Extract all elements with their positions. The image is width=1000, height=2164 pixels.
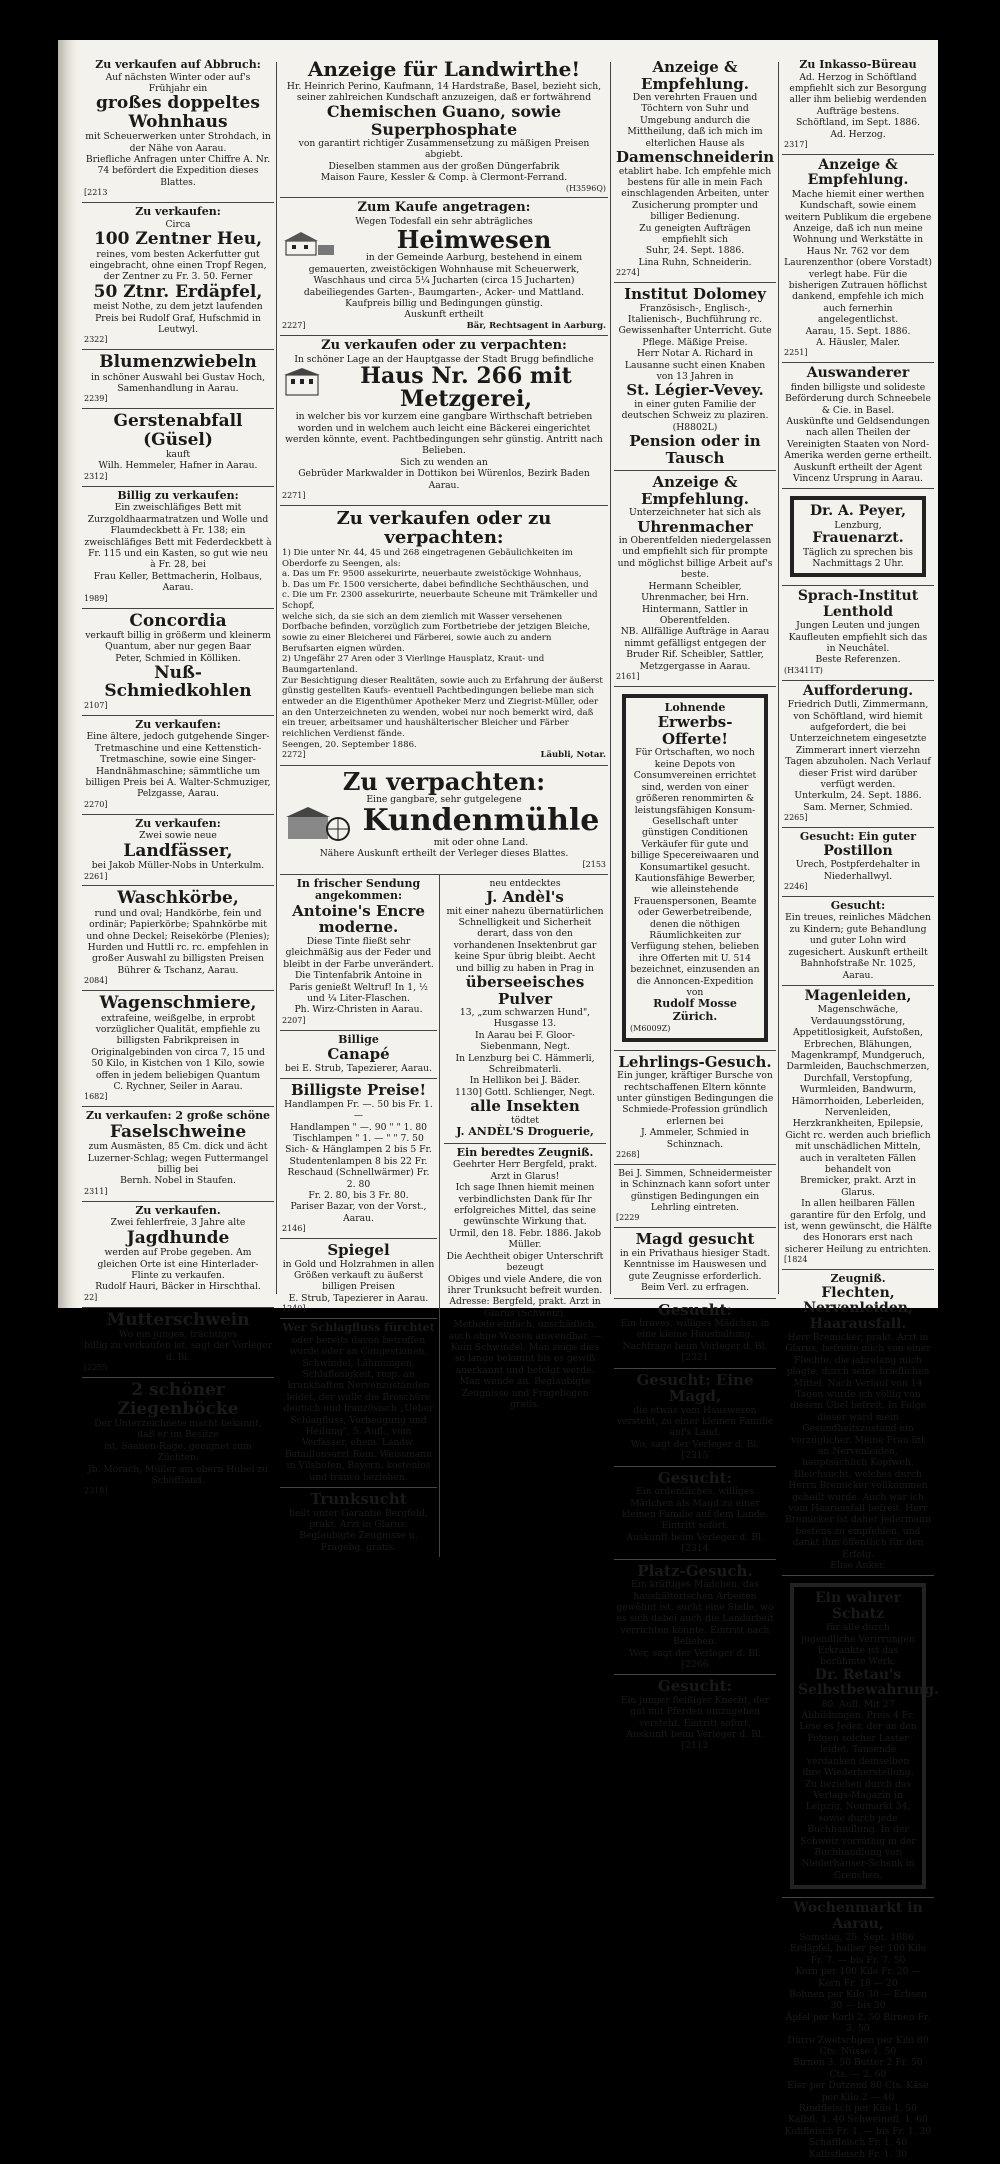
ad-heading: Zu Inkasso-Büreau [799,58,917,71]
ad-body-secondary: 80. Aufl. Mit 27 Abbildungen. Preis 4 Fr. Lese es Jeder, der an den Folgen solcher Laster leidet. Tausende verdanken demselben ihre Wiederherstellung. Zu beziehen durch das Verlags-Magazin in Leipzig, Neumarkt 34, sowie durch jede Buchhandlung. In der Schweiz vorräthig in der Buchhandlung von Niederhäuser-Schenk in Grenchen. [799,1698,917,1881]
building-illustration-icon [282,367,322,397]
ad-title: Postillon [823,842,893,859]
ad-haus-266 [280,336,608,506]
ad-heading: Zeugniß. [830,1272,886,1286]
advertisement [614,1228,776,1298]
advertisement [280,1079,437,1239]
ad-line: Zwei fehlerfreie, 3 Jahre alte [110,1217,246,1229]
ad-number: 2251] [784,348,808,358]
advertisement [614,1051,776,1165]
ad-body: Lenzburg, [834,519,882,531]
ad-title: Waschkörbe, [117,888,239,909]
ad-heading: Zu verkaufen: 2 große schöne [85,1109,271,1123]
ad-title-tertiary: Pension oder in Tausch [629,432,761,467]
ad-box-border [622,694,768,1042]
ad-body: Herr Bremicker, prakt. Arzt in Glarus, befreite mich von einer Flechte, die jahrelang mich plagte, durch seine brieflichen Mittel. Nach Verlauf von 14 Tagen wurde ich völlig von diesem Übel befreit. In Folge dieser ward mein Gesundheitszustand ein vorzüglicher. Meine Frau litt an Nervenleiden, hauptsächlich Kopfweh, Bleichsucht, welches durch Herrn Bremicker vollkommen geheilt wurde. Auch war ich vom Haarausfall befreit. Herr Bremicker ist daher jedermann bestens zu empfehlen, und dankt ihm öffentlich für den Erfolg. Elise Anker. [784,1331,931,1572]
ad-signature: Rudolf Mosse [653,997,737,1011]
ad-number: 2246] [784,881,808,891]
ad-number: 2207] [282,1015,306,1025]
ad-body-secondary: etablirt habe. Ich empfehle mich bestens für alle in mein Fach einschlagenden Arbeiten, unter Zusicherung prompter und billiger Bedienung. Zu geneigten Aufträgen empfiehlt sich Suhr, 24. Sept. 1886. Lina Ruhn, Schneiderin. [618,165,772,268]
ad-heading: Zu verkaufen: [135,205,221,219]
ad-body-secondary: in Neuchâtel. Beste Referenzen. [815,643,901,666]
ad-body: Wo ein junges, trächtiges [118,1329,238,1341]
ad-body: Französisch-, Englisch-, Italienisch-, Buchführung rc. Gewissenhafter Unterricht. Gute Pflege. Mäßige Preise. Herr Notar A. Richard in Lausanne sucht einen Knaben von 13 Jahren in [618,302,772,383]
advertisement [782,586,934,680]
ad-body: Friedrich Dutli, Zimmermann, von Schöftland, wird hiemit aufgefordert, die bei Unterzeichnetem eingesetzte Zimmerart innert vierzehn Tagen abzuholen. Nach Verlauf dieser Frist wird darüber verfügt werden. Unterkulm, 24. Sept. 1886. Sam. Merner, Schmied. [785,699,931,813]
ad-body: rund und oval; Handkörbe, fein und ordinär; Papierkörbe; Spahnkörbe mit und ohne Deckel; Reisekörbe (Plenies); Hurden und Huttli rc. rc. empfehlen in großer Auswahl zu billigsten Preisen Bührer & Tschanz, Aarau. [86,907,270,976]
advertisement [614,1299,776,1369]
ad-title-secondary: 50 Ztnr. Erdäpfel, [93,281,263,302]
advertisement [82,1308,274,1378]
ad-number: 22] [84,1292,98,1302]
ad-signature: Läubli, Notar. [540,750,606,761]
advertisement [782,986,934,1270]
ad-number: 2161] [616,671,640,681]
ad-heading: Gesucht: Ein guter [799,830,917,844]
column-4 [782,56,939,2160]
advertisement [82,1378,274,1500]
ad-signature: Bär, Rechtsagent in Aarburg. [466,320,606,331]
ad-title: Auswanderer [806,365,910,382]
advertisement [82,1202,274,1308]
column-1 [82,56,274,1496]
ad-body: Ein junger fleißiger Knecht, der gut mit Pferden umzugehen versteht. Eintritt sofort. Auskunft beim Verleger d. Bl. [2112 [620,1694,770,1752]
advertisement [82,487,274,609]
ad-body: Unterzeichneter hat sich als [628,507,762,519]
column-rule [276,62,277,1294]
ad-title: Anzeige & Empfehlung. [807,156,909,189]
ad-body: Ein kräftiges Mädchen, das haushälterischen Arbeiten gewöhnt ist, sucht eine Stelle, wo es sich dabei auch die Landarbeit verrichten könnte. Eintritt nach Belieben. Wer, sagt der Verleger d. Bl. [2266 [616,1579,774,1670]
ad-body: in ein Privathaus hiesiger Stadt. Kenntnisse im Hauswesen und gute Zeugnisse erforderlich. Beim Verl. zu erfragen. [619,1247,771,1294]
ad-title: Gesucht: [657,1300,733,1319]
ad-body: Für Ortschaften, wo noch keine Depots von Consumvereinen errichtet sind, werden von einer größeren renommirten & leistungsfähigen Konsum-Gesellschaft unter günstigen Conditionen Verkäufer für gute und billige Specereiwaaren und Konsumartikel gesucht. Kautionsfähige Bewerber, wie alleinstehende Frauenspersonen, Beamte oder Gewerbetreibende, denen die nöthigen Räumlichkeiten zur Verfügung stehen, belieben ihre Offerten mit U. 514 bezeichnet, einzusenden an die Annoncen-Expedition von [630,747,760,999]
ad-number: 2270] [84,799,108,809]
ad-title: großes doppeltes Wohnhaus [96,93,260,132]
ad-number: 1682] [84,1092,108,1102]
ad-line: Circa [165,218,191,230]
ad-body: Magenschwäche, Verdauungsstörung, Appetitlosigkeit, Aufstoßen, Erbrechen, Blähungen, Magenkrampf, Mundgeruch, Darmleiden, Bauchschmerzen, Durchfall, Verstopfung, Wurmleiden, Bandwurm, Hämorrhoiden, Leberleiden, Nervenleiden, Herzkrankheiten, Epilepsie, Gicht rc. werden auch brieflich mit unschädlichen Mitteln, auch in veralteten Fällen behandelt von Bremicker, prakt. Arzt in Glarus. In allen heilbaren Fällen garantire für den Erfolg, und ist, wenn gewünscht, die Hälfte des Honorars erst nach sicherer Heilung zu entrichten. [784,1004,932,1255]
ad-number: 2084] [84,976,108,986]
ad-heading: Zu verkaufen. [135,1203,221,1217]
ad-body: Geehrter Herr Bergfeld, prakt. Arzt in Glarus! Ich sage Ihnen hiemit meinen verbindlichsten Dank für Ihr erfolgreiches Mittel, das seine gewünschte Wirkung that. Urmil, den 18. Febr. 1886. Jakob Müller. Die Aechtheit obiger Unterschrift bezeugt Obiges und viele Andere, die von ihrer Trunksucht befreit wurden. Adresse: Bergfeld, prakt. Arzt in Glarus (Schweiz). Methode einfach, unschädlich, auch ohne Wissen anwendbar. — Kein Schwindel. Man zeige dies so lange bekannt bis es gewiß anerkannt und befolgt werde. Man wende an. Beglaubigte Zeugnisse und Fragebogen gratis. [446,1159,604,1410]
ad-title: 100 Zentner Heu, [93,229,263,250]
ad-title: Gesucht: [657,1468,733,1487]
ad-title-secondary: Nuß-Schmiedkohlen [104,663,252,702]
ad-body: reines, vom besten Ackerfutter gut eingebracht, ohne einen Tropf Regen, der Zentner zu Fr. 3. 50. Ferner [89,248,267,283]
ad-line: In schöner Lage an der Hauptgasse der Stadt Brugg befindliche [294,353,594,365]
ad-heading: Zu verkaufen auf Abbruch: [95,58,261,71]
ad-body: kauft Wilh. Hemmeler, Hafner in Aarau. [98,449,258,472]
ad-body-secondary: 13, „zum schwarzen Hund", Husgasse 13. In Aarau bei F. Gloor-Siebenmann, Negt. In Lenzburg bei C. Hämmerli, Schreibmaterli. In Hellikon bei J. Bäder. 1130] Gottl. Schlienger, Negt. [454,1007,596,1098]
advertisement [614,1369,776,1467]
advertisement [82,886,274,991]
advertisement [614,1165,776,1229]
advertisement [82,1107,274,1202]
ad-body: verkauft billig in größerm und kleinerm Quantum, aber nur gegen Baar Peter, Schmied in Kölliken. [85,629,271,664]
ad-title: Trunksucht [310,1490,407,1509]
advertisement [614,1560,776,1676]
ad-number: 2311] [84,1186,108,1196]
ad-number: 2317] [784,140,808,150]
ad-heading: Billig zu verkaufen: [117,488,239,502]
ad-title: Wagenschmiere, [99,993,257,1014]
advertisement [782,56,934,155]
ad-heading: Gesucht: [830,898,886,912]
advertisement [82,716,274,815]
ad-number: (M6009Z) [630,1023,671,1033]
advertisement [82,815,274,887]
page-binding-shadow [58,40,78,1308]
advertisement [82,350,274,409]
ad-body: oder bereits davon betroffen wurde oder an Congestionen, Schwindel, Lähmungen, Schlaflosigkeit, resp. an krankhaften Nervenzuständen leidet, der wolle die Broschüre deutsch und französisch „Ueber Schlagfluss, Vorbeugung und Heilung", 5. Aufl., vom Verfasser, ehem. Landw. Bataillonsarzt Rom. Weissmann in Vilshofen, Bayern, kostenlos und franco beziehen. [283,1334,434,1483]
ad-title-guano: Chemischen Guano, sowie Superphosphate [326,102,562,139]
ad-body: mit oder ohne Land. Nähere Auskunft ertheilt der Verleger dieses Blattes. [319,836,569,860]
ad-heading: Zu verkaufen: [135,816,221,830]
ad-body: extrafeine, weißgelbe, in erprobt vorzüglicher Qualität, empfiehle zu billigsten Fabrikpreisen in Originalgebinden von circa 7, 15 und 50 Kilo, in Kistchen von 1 Kilo, sowie offen in jedem beliebigen Quantum C. Rychner, Seiler in Aarau. [91,1012,265,1092]
ad-title: Zu verpachten: [342,766,546,796]
column-2-left-sub [280,875,440,1558]
ad-number: 2274] [616,268,640,278]
ad-title: Spiegel [327,1241,390,1260]
advertisement [782,828,934,897]
ad-body: die etwas vom Hauswesen versteht, zu einer kleinen Familie auf's Land. Wo, sagt der Verleger d. Bl. [2315 [616,1404,774,1462]
ad-title: Anzeige für Landwirthe! [307,57,581,81]
ad-title: Anzeige & Empfehlung. [641,58,749,93]
ad-body: Ein ordentliches, williges Mädchen als Magd zu einer kleinen Familie auf dem Lande. Eintritt sofort. Auskunft beim Verleger d. Bl. [2314 [621,1486,769,1555]
ad-title: Canapé [327,1045,390,1064]
ad-heading: Wer Schlagfluss fürchtet [282,1321,435,1335]
ad-number: (H3411T) [784,665,823,675]
ad-seengen [280,506,608,766]
ad-body: 1) Die unter Nr. 44, 45 und 268 eingetragenen Gebäulichkeiten im Oberdorfe zu Seengen, als: a. Das um Fr. 9500 assekurirte, neuerbaute zweistöckige Wohnhaus, b. Das um Fr. 1500 versicherte, dabei befindliche Sechthäuschen, und c. Die um Fr. 2300 assekurirte, neuerbaute Scheune mit Trämkeller und Schopf, welche sich, da sie sich an dem ziemlich mit Wasser versehenen Dorfbache befinden, vorzüglich zum Fortbetriebe der jetzigen Bleiche, sowie zu einer Bleicherei und Färberei, sowie auch zu andern Berufsarten eignen würden. 2) Ungefähr 27 Aren oder 3 Vierlinge Hausplatz, Kraut- und Baumgartenland. Zur Besichtigung dieser Realitäten, sowie auch zu Erfahrung der äußerst günstig gestellten Kaufs- eventuell Pachtbedingungen beliebe man sich entweder an die Eigenthümer Apotheker Merz und Ziegrist-Müller, oder an den Unterzeichneten zu wenden, wobei nur noch bemerkt wird, daß ein treuer, arbeitsamer und haushälterischer Bleicher und Färber reichlichen Verdienst fände. Seengen, 20. September 1886. [282,547,603,750]
advertisement [82,203,274,350]
column-2-right-sub [444,875,606,1558]
advertisement [82,991,274,1107]
advertisement [782,1898,934,2164]
ad-title-secondary: Frauenarzt. [812,530,904,547]
advertisement [782,897,934,986]
ad-heading: Zum Kaufe angetragen: [357,200,531,216]
ad-landwirthe [280,56,608,198]
advertisement [280,1239,437,1319]
ad-body: in schöner Auswahl bei Gustav Hoch, Samenhandlung in Aarau. [90,371,266,394]
ad-title: Mutterschwein [106,1309,250,1330]
ad-title: Heimwesen [396,225,552,255]
ad-number: 2312] [84,471,108,481]
ad-body: Samstag, 25. Sept. 1886. Erdäpfel, halber per 100 Kilo Fr. 7. — bis Fr. 7. 50 Korn per 100 Kilo Fr. 20 — Korn Fr. 18 — 20 Bohnen per Kilo 30 — Erbsen 30 — bis 30 Äpfel per Korb 2. 50 Birnen Fr. 3. 50 Dürre Zwetschgen per Kilo 80 Cts. Nüsse 1. 50 Birnen 3. 50 Butter 2 Fr. 50 Cts. — 2. 60 Eier per Dutzend 80 Cts. Käse per Kilo 2 — 40 Rindfleisch per Kilo 1. 50 Kalbfl. 1. 40 Schweinefl. 1. 60 Kuhfleisch Fr. 1. — bis Fr. 1. 30 Schaffleisch Fr. 1. 40 Kalbsfleisch Fr. 1. 30 [784,1931,932,2160]
ad-title: Faselschweine [109,1121,247,1142]
ad-title: Magenleiden, [804,987,912,1004]
advertisement [280,1031,437,1080]
ad-line: Auf nächsten Winter oder auf's Frühjahr ein [105,71,251,95]
ad-body-secondary: in einer guten Familie der deutschen Schweiz zu plaziren. (H8802L) [621,398,769,433]
ad-number: 2318] [84,1486,108,1496]
advertisement [782,489,934,586]
ad-title: Institut Dolomey [624,285,766,304]
ad-title: Platz-Gesuch. [637,1561,753,1580]
ad-heading: Billige [338,1032,379,1046]
ad-title-secondary: Damenschneiderin [616,148,775,167]
ad-body: Ein zweischläfiges Bett mit Zurzgoldhaarmatratzen und Wolle und Flaumdeckbett à Fr. 138; ein zweischläfiges Bett mit Federdeckbett à Fr. 115 und ein Kasten, so gut wie neu à Fr. 28, bei Frau Keller, Bettmacherin, Holbaus, Aarau. [84,502,272,594]
ad-number: [2229 [616,1213,640,1223]
ad-title: Gerstenabfall (Güsel) [113,411,243,450]
ad-title: Billigste Preise! [290,1081,427,1100]
ad-number: [2255 [84,1363,108,1373]
ad-body: für alle durch jugendliche Verirrungen Erkrankte ist das berühmte Werk: [801,1622,915,1668]
ad-title: Anzeige & Empfehlung. [641,473,749,508]
ad-heading: Lohnende [664,700,726,714]
ad-body-secondary: meist Nothe, zu dem jetzt laufenden Preis bei Rudolf Graf, Hufschmid in Leutwyl. [93,301,263,335]
ad-number: 2227] [282,320,306,330]
advertisement [82,409,274,486]
ad-title: Aufforderung. [802,682,914,699]
house-illustration-icon [282,229,338,257]
ad-title: Blumenzwiebeln [99,352,257,373]
ad-title: Lehrlings-Gesuch. [618,1052,772,1071]
advertisement [614,1675,776,1756]
ad-kundenmuehle [280,766,608,875]
ad-number: 1989] [84,593,108,603]
ad-title: Landfässer, [123,840,233,861]
advertisement [782,1576,939,1898]
ad-body: Mache hiemit einer werthen Kundschaft, sowie einem weitern Publikum die ergebene Anzeige, daß ich nun meine Wohnung und Werkstätte in Haus Nr. 762 vor dem Laurenzenthor (obere Vorstadt) verlegt habe. Für die bisherigen Zutrauen höflichst dankend, empfehle ich mich auch fernerhin angelegentlichst. Aarau, 15. Sept. 1886. A. Häusler, Maler. [784,188,932,349]
ad-title: J. Andèl's [486,888,564,907]
ad-heading: In frischer Sendung angekommen: [296,876,421,903]
advertisement [782,363,934,489]
ad-body: zum Ausmästen, 85 Cm. dick und ächt Luzerner-Schlag; wegen Futtermangel billig bei Bernh. Nobel in Staufen. [87,1141,269,1187]
advertisement [444,875,606,1144]
ad-title: Jagdhunde [126,1227,230,1248]
ad-line: Wegen Todesfall ein sehr abträgliches [355,215,533,227]
ad-body: finden billigste und solideste Beförderung durch Schneebele & Cie. in Basel. Auskünfte und Geldsendungen nach allen Theilen der Vereinigten Staaten von Nord-Amerika werden gerne ertheilt. Auskunft ertheilt der Agent Vincenz Ursprung in Aarau. [784,381,932,484]
ad-body: mit Scheuerwerken unter Strohdach, in der Nähe von Aarau. Briefliche Anfragen unter Chiffre A. Nr. 74 befördert die Expedition dieses Blattes. [85,131,271,188]
ad-number: 2261] [84,871,108,881]
ad-number: 2322] [84,335,108,345]
advertisement [614,687,776,1051]
ad-title: Sprach-Institut Lenthold [797,588,919,620]
ad-body: in der Gemeinde Aarburg, bestehend in einem gemauerten, zweistöckigen Wohnhause mit Scheuerwerk, Waschhaus und circa 5¼ Jucharten (circa 15 Jucharten) dabeiliegendes Garten-, Baumgarten-, Acker- und Mattland. Kaufpreis billig und Bedingungen günstig. Auskunft ertheilt [303,252,585,321]
ad-heimwesen [280,198,608,336]
ad-title-kundenmuehle: Kundenmühle [362,803,600,839]
ad-body: Handlampen Fr. —. 50 bis Fr. 1. — Handlampen " —. 90 " " 1. 80 Tischlampen " 1. — " " 7. 50 Sich- & Hänglampen 2 bis 5 Fr. Studentenlampen 8 bis 22 Fr. Reschaud (Schnellwärmer) Fr. 2. 80 Fr. 2. 80, bis 3 Fr. 80. Pariser Bazar, von der Vorst., Aarau. [284,1098,433,1224]
ad-body: Ein braves, williges Mädchen in eine kleine Haushaltung. Nachfrage beim Verleger d. Bl. [2321 [620,1318,770,1364]
advertisement [444,1144,606,1415]
ad-title: Zu verkaufen oder zu verpachten: [336,507,552,549]
advertisement [82,56,274,203]
ad-title: Magd gesucht [635,1230,755,1249]
ad-line: Eine gangbare, sehr gutgelegene [366,794,522,806]
ad-title: Antoine's Encre moderne. [292,901,425,937]
ad-number: [1824 [784,1255,808,1265]
ad-line: Zwei sowie neue [139,830,217,842]
ad-body: bei E. Strub, Tapezierer, Aarau. [284,1062,433,1074]
column-3 [614,56,776,1752]
ad-number: [2153 [582,859,606,869]
mill-illustration-icon [282,807,352,843]
ad-body: Jungen Leuten und jungen Kaufleuten empfiehlt sich das [788,620,928,643]
ad-title-secondary: Uhrenmacher [637,517,753,536]
ad-title: Gesucht: [657,1677,733,1696]
ad-body: in Gold und Holzrahmen in allen Größen verkauft zu äußerst billigen Preisen E. Strub, Tapezierer in Aarau. [282,1258,435,1304]
advertisement [614,471,776,687]
ad-title: Haus Nr. 266 mit Metzgerei, [360,363,572,413]
ad-body: mit einer nahezu übernatürlichen Schnelligkeit und Sicherheit derart, dass von den vorhandenen Insektenbrut gar keine Spur übrig bleibt. Aecht und billig zu haben in Prag in [446,905,604,974]
ad-number: 2271] [282,491,306,501]
ad-number: 1240] [282,1304,306,1314]
advertisement [614,56,776,283]
ad-title-quaternary: J. ANDÈL'S Droguerie, [456,1125,594,1139]
ad-body: Bei J. Simmen, Schneidermeister in Schinznach kann sofort unter günstigen Bedingungen ein Lehrling eintreten. [618,1167,772,1214]
ad-number: 2107] [84,700,108,710]
ad-title-secondary: Dr. Retau's Selbstbewahrung. [798,1666,939,1699]
advertisement [782,681,934,828]
ad-number: [2213 [84,188,108,198]
ad-heading: Ein beredtes Zeugniß. [456,1145,594,1159]
ad-body: Eine ältere, jedoch gutgehende Singer-Tretmaschine und eine Kettenstich-Tretmaschine, sowie eine Singer-Handnähmaschine; sämmtliche um billigen Preis bei A. Walter-Schmuziger, Pelzgasse, Aarau. [85,731,271,800]
advertisement [280,1488,437,1557]
ad-box-border [790,1583,939,1889]
ad-title: Erwerbs-Offerte! [657,713,733,748]
ad-body: werden auf Probe gegeben. Am gleichen Orte ist eine Hinterlader-Flinte zu verkaufen. Rudolf Hauri, Bäcker in Hirschthal. [95,1247,261,1293]
ad-title-secondary: überseeisches Pulver [465,973,585,1008]
ad-title: Dr. A. Peyer, [810,503,906,520]
newspaper-page [58,40,939,2160]
ad-body-secondary: in Oberentfelden niedergelassen und empfiehlt sich für prompte und möglichst billige Arbeit auf's beste. Hermann Scheibler, Uhrenmacher, bei Hrn. Hintermann, Sattler in Oberentfelden. NB. Allfällige Aufträge in Aarau nimmt gefälligst entgegen der Bruder Rif. Scheibler, Sattler, Metzgergasse in Aarau. [617,535,773,672]
ad-title: Wochenmarkt in Aarau, [793,1900,923,1932]
ad-body-secondary: Täglich zu sprechen bis Nachmittags 2 Uhr. [802,546,914,569]
column-rule [610,62,611,1294]
ad-title: Ein wahrer Schatz [814,1590,901,1622]
ad-number: (H3596Q) [565,183,606,193]
ad-heading: Zu verkaufen: [135,717,221,731]
ad-body: von garantirt richtiger Zusammensetzung zu mäßigen Preisen abgiebt. Dieselben stammen aus der großen Düngerfabrik Maison Faure, Kessler & Comp. à Clermont-Ferrand. [298,137,590,184]
advertisement [82,609,274,716]
column-rule [778,62,779,1294]
ad-title-secondary: St. Légier-Vevey. [626,381,764,400]
advertisement [614,1467,776,1560]
ad-body: Urech, Postpferdehalter in Niederhallwyl. [795,859,921,882]
ad-body: Ad. Herzog in Schöftland empfiehlt sich zur Besorgung aller ihm beliebig werdenden Aufträge bestens. Schöftland, im Sept. 1886. Ad. Herzog. [789,71,927,140]
advertisement [280,1319,437,1488]
ad-place: Zürich. [672,1010,718,1024]
ad-number: 2272] [282,750,306,760]
ad-title-tertiary: alle Insekten [470,1097,580,1116]
ad-number: 2265] [784,813,808,823]
ad-number: 2239] [84,394,108,404]
ad-box-border [790,496,926,577]
ad-body: Ein junger, kräftiger Bursche von rechtschaffenen Eltern könnte unter günstigen Bedingungen die Schmiede-Profession gründlich erlernen bei J. Ammeler, Schmied in Schinznach. [616,1070,774,1150]
ad-number: 2146] [282,1224,306,1234]
ad-body-secondary: billig zu verkaufen ist, sagt der Verleger d. Bl. [84,1340,272,1363]
advertisement [614,283,776,471]
ad-line: tödtet [511,1114,539,1126]
ad-body: heilt unter Garantie Bergfeld, prakt. Arzt in Glarus. Beglaubigte Zeugnisse u. Fragebg. gratis. [289,1507,428,1553]
ad-body-secondary: ist, Saanen-Rage, geeignet zum Züchten. Jb. Morach, Müller am obern Hubel zu Schöftland. [87,1440,269,1486]
ad-title: Gesucht: Eine Magd, [636,1370,754,1406]
ad-title: Flechten, Nervenleiden, Haarausfall. [803,1284,913,1332]
ad-body: bei Jakob Müller-Nobs in Unterkulm. [91,860,265,872]
ad-body: Ein treues, reinliches Mädchen zu Kindern; gute Behandlung und guter Lohn wird zugesichert. Auskunft ertheilt Bahnhofstraße Nr. 1025, Aarau. [785,912,931,981]
ad-body: Diese Tinte fließt sehr gleichmäßig aus der Feder und bleibt in der Farbe unverändert. Die Tintenfabrik Antoine in Paris genießt Weltruf! In 1, ½ und ¼ Liter-Flaschen. Ph. Wirz-Christen in Aarau. [283,935,434,1016]
ad-body: Hr. Heinrich Perino, Kaufmann, 14 Hardstraße, Basel, bezieht sich, seiner zahlreichen Kundschaft anzuzeigen, daß er fortwährend [286,80,602,103]
advertisement [782,1270,934,1576]
ad-body: in welcher bis vor kurzem eine gangbare Wirthschaft betrieben worden und in welchem auch leicht eine Bäckerei eingerichtet werden könnte, event. Pachtbedingungen sehr günstig. Antritt nach Belieben. Sich zu wenden an Gebrüder Markwalder in Dottikon bei Würenlos, Bezirk Baden Aarau. [285,411,603,491]
ad-line: neu entdecktes [489,877,561,889]
advertisement [782,155,934,363]
ad-body: Den verehrten Frauen und Töchtern von Suhr und Umgebung andurch die Mittheilung, daß ich mich im elterlichen Hause als [627,92,763,149]
ad-number: 2268] [616,1149,640,1159]
ad-heading: Zu verkaufen oder zu verpachten: [321,338,567,354]
ad-title: 2 schöner Ziegenböcke [117,1380,239,1419]
ad-title: Concordia [129,610,227,631]
column-2 [280,56,608,1553]
ad-body: Der Unterzeichnete macht bekannt, daß er im Besitze [94,1417,262,1441]
advertisement [280,875,437,1031]
